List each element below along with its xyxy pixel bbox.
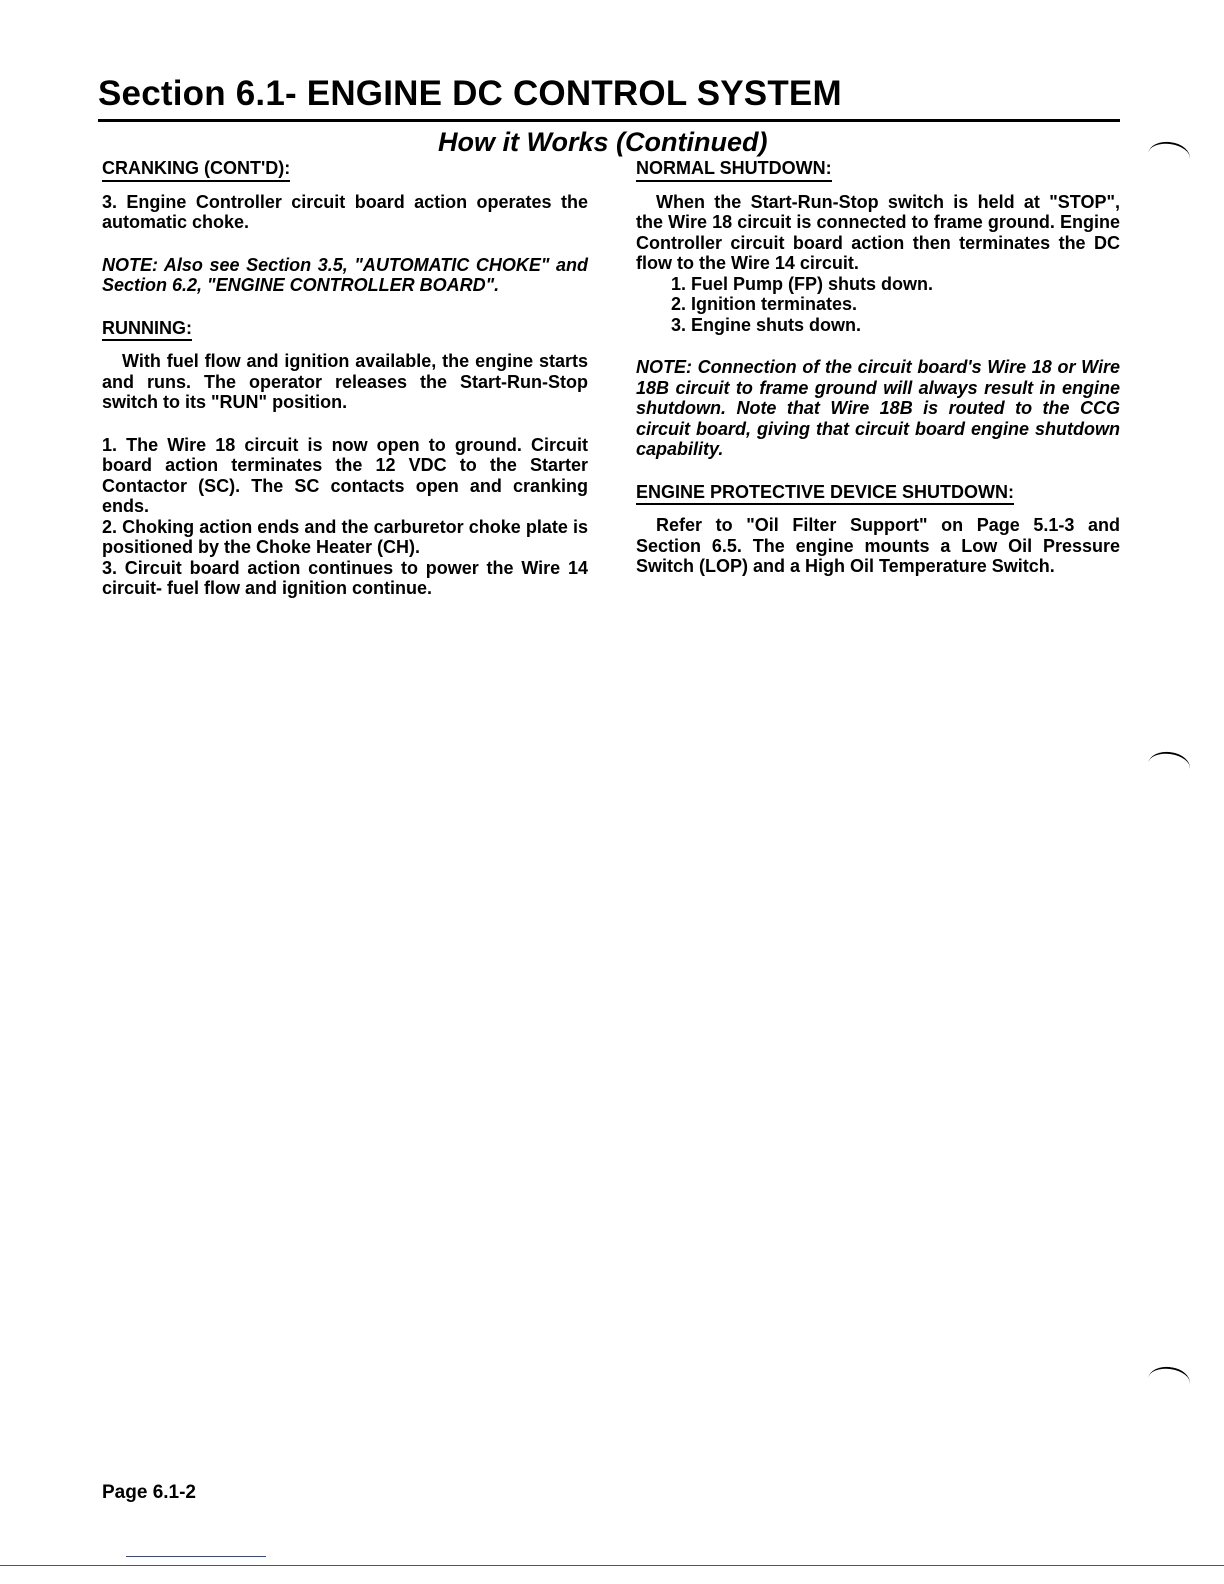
cranking-note: NOTE: Also see Section 3.5, "AUTOMATIC CHOKE" and Section 6.2, "ENGINE CONTROLLER BOARD". [102,254,588,295]
page-title: Section 6.1- ENGINE DC CONTROL SYSTEM [98,74,842,113]
page-number: Page 6.1-2 [102,1482,196,1503]
shutdown-step: 3. Engine shuts down. [671,314,862,335]
running-step-1: 1. The Wire 18 circuit is now open to ground. Circuit board action terminates the 12 VDC to the Starter Contactor (SC). The SC contacts open and cranking ends. [102,434,588,516]
normal-shutdown-heading: NORMAL SHUTDOWN: [636,158,832,182]
binder-hole-mark [1146,139,1191,173]
bottom-rule [0,1565,1224,1566]
right-column [636,158,1120,577]
binder-hole-mark [1146,1364,1191,1398]
running-heading: RUNNING: [102,318,192,342]
shutdown-step: 2. Ignition terminates. [671,294,858,314]
cranking-heading: CRANKING (CONT'D): [102,158,290,182]
title-rule [98,119,1120,122]
protective-device-text: Refer to "Oil Filter Support" on Page 5.1-3 and Section 6.5. The engine mounts a Low Oil Pressure Switch (LOP) and a High Oil Temperature Switch. [636,515,1120,576]
cranking-step-3: 3. Engine Controller circuit board action operates the automatic choke. [102,191,588,232]
running-step-2: 2. Choking action ends and the carburetor choke plate is positioned by the Choke Heater (CH). [102,516,588,557]
shutdown-note: NOTE: Connection of the circuit board's Wire 18 or Wire 18B circuit to frame ground will always result in engine shutdown. Note that Wire 18B is routed to the CCG circuit board, giving that circuit board engine shutdown capability. [636,357,1120,459]
running-intro: With fuel flow and ignition available, the engine starts and runs. The operator releases the Start-Run-Stop switch to its "RUN" position. [102,351,588,412]
running-step-3: 3. Circuit board action continues to power the Wire 14 circuit- fuel flow and ignition continue. [102,557,588,598]
left-column [102,158,588,599]
binder-hole-mark [1146,749,1191,783]
protective-device-heading: ENGINE PROTECTIVE DEVICE SHUTDOWN: [636,482,1014,506]
scan-edge-mark [126,1556,266,1557]
shutdown-step: 1. Fuel Pump (FP) shuts down. [671,273,934,294]
section-subtitle: How it Works (Continued) [438,127,768,157]
normal-shutdown-intro: When the Start-Run-Stop switch is held at "STOP", the Wire 18 circuit is connected to frame ground. Engine Controller circuit board action then terminates the DC flow to the Wire 14 circuit. [636,191,1120,273]
